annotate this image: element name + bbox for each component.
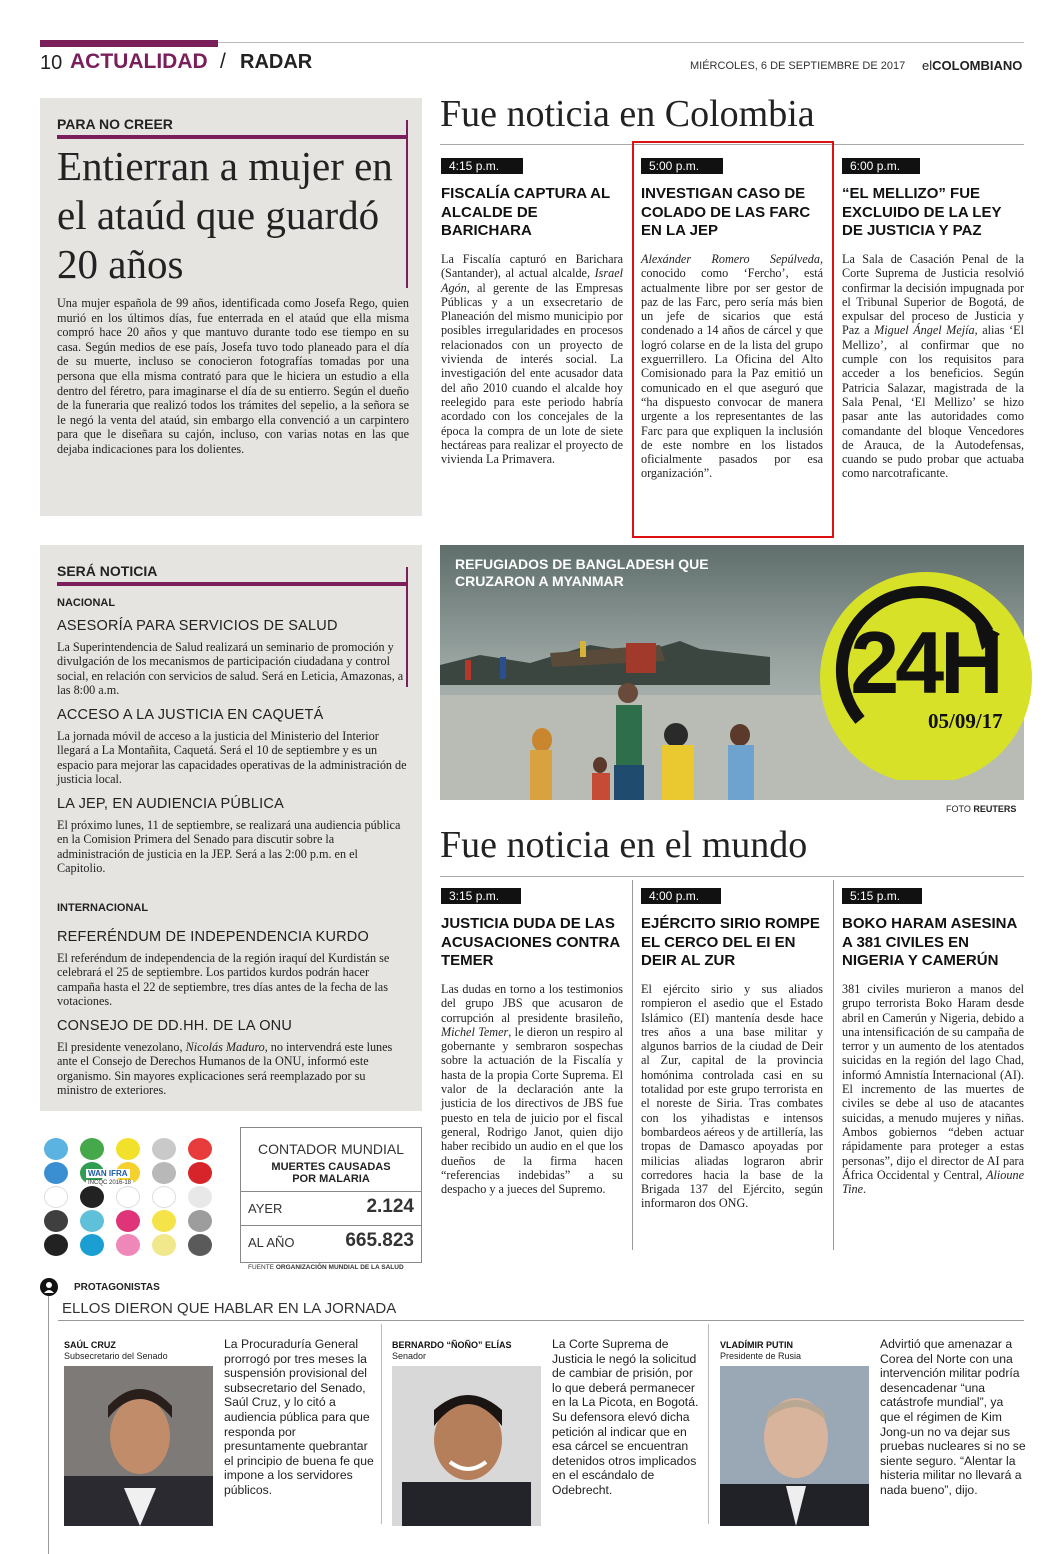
protagonistas-rule [58,1320,1024,1321]
internacional-body-1: El referéndum de independencia de la región iraquí del Kurdistán se celebrará el 25 de septiembre. Los partidos kurdos podrán hacer campaña hasta el 22 de septiembre, tres días antes de la fecha de las votaciones. [57,951,390,1008]
internacional-body-2 [57,1040,409,1097]
nacional-body-1: La Superintendencia de Salud realizará un seminario de promoción y divulgación de los mecanismos de participación ciudadana y control social, en relación con servicios de salud. Será en Leticia, Amazonas, a las 8:00 a.m. [57,640,404,697]
mundo-time-3: 5:15 p.m. [842,888,922,904]
colombia-time-1: 4:15 p.m. [441,158,523,174]
color-swatch [152,1210,176,1232]
internacional-body-2-b: Nicolás Maduro [185,1040,265,1054]
counter-title: CONTADOR MUNDIAL [258,1141,404,1157]
protagonista-text-1: La Procuraduría General prorrogó por tres meses la suspensión provisional del subsecretario del Senado, Saúl Cruz, y lo citó a audiencia pública para que responda por presuntamente quebrantar el principio de buena fe que impone a los servidores públicos. [224,1337,374,1497]
protagonistas-divider-2 [708,1324,709,1524]
protagonista-role-1: Subsecretario del Senado [64,1351,168,1361]
nacional-label: NACIONAL [57,597,116,609]
page-number: 10 [40,52,63,74]
color-swatch [188,1138,212,1160]
colombia-body-1 [441,252,623,466]
colombia-headline-3: “EL MELLIZO” FUE EXCLUIDO DE LA LEY DE JUSTICIA Y PAZ [842,185,1002,239]
nacional-body-3: El próximo lunes, 11 de septiembre, se realizará una audiencia pública en la Comision Primera del Senado para discutir sobre la administración de justicia en la JEP. Será a las 2:00 p.m. en el Capitolio. [57,818,401,875]
mundo-headline-2: EJÉRCITO SIRIO ROMPE EL CERCO DEL EI EN DEIR AL ZUR [641,915,820,969]
protagonista-name-2: BERNARDO “ÑOÑO” ELÍAS [392,1340,512,1350]
color-swatch [152,1162,176,1184]
colombia-body-3-a: La Sala de Casación Penal de la Corte Suprema de Justicia resolvió confirmar la decisión impugnada por el Tribunal Superior de Bogotá, de expulsar del proceso de Justicia y Paz a [842,252,1024,338]
color-swatch [188,1234,212,1256]
internacional-body-2-c: , no intervendrá este lunes ante el Consejo de Derechos Humanos de la ONU, informó este organismo. Sin mayores explicaciones será reemplazado por su ministro de exteriores. [57,1040,393,1097]
badge-24h-text: 24H [850,613,1000,712]
protagonistas-label: PROTAGONISTAS [74,1282,160,1293]
internacional-title-2: CONSEJO DE DD.HH. DE LA ONU [57,1018,293,1034]
colombia-time-3: 6:00 p.m. [842,158,920,174]
colombia-body-1-c: , al gerente de las Empresas Públicas y a un exsecretario de Planeación del mismo municipio por posibles irregularidades en procesos relacionados con un proyecto de vivienda de interés social. La investigación del ente acusador data del año 2010 cuando el alcalde hoy reelegido para este periodo habría acordado con los concejales de la época la compra de un lote de siete hectáreas para realizar el proyecto de vivienda La Primavera. [441,280,623,467]
mundo-col-divider-1 [632,880,633,1250]
mundo-heading: Fue noticia en el mundo [440,824,808,866]
section-slash: / [220,50,226,73]
protagonista-role-3: Presidente de Rusia [720,1351,802,1361]
person-icon [40,1278,58,1296]
color-swatch [80,1210,104,1232]
header-rule [218,42,1024,43]
protagonistas-vline [48,1296,49,1554]
counter-rule-2 [240,1225,422,1226]
color-swatch [80,1138,104,1160]
colombia-body-2-c: , conocido como ‘Fercho’, está actualmente libre por ser gestor de paz de las Farc, pero sería más bien un jefe de sicarios que está condenado a 14 años de cárcel y que logró colarse en de la lista del grupo exguerrillero. La Oficina del Alto Comisionado para la Paz emitió un comunicado en el que aseguró que “ha dispuesto convocar de manera urgente a los representantes de las Farc para que expliquen la inclusión de este nombre en los listados oficialmente pasados por esa organización”. [641,252,823,481]
color-swatch [188,1186,212,1208]
color-swatch [44,1186,68,1208]
brand-name: COLOMBIANO [932,58,1023,73]
photo-credit [946,804,1016,814]
badge-24h-date: 05/09/17 [928,709,1003,733]
mundo-body-1-c: , le dieron un respiro al gobernante y sembraron sospechas sobre la actuación de la Fiscalía y hasta de la propia Corte Suprema. El valor de la declaración ante la justicia de los directivos de JBS fue puesto en tela de juicio por el fiscal general, Rodrigo Janot, quien dijo haber recibido un audio en el que los dueños de la firma hacen “referencias indebidas” a su despacho y a jueces del Supremo. [441,1024,623,1197]
photo-credit-label: FOTO [946,804,971,814]
counter-subtitle: MUERTES CAUSADAS POR MALARIA [271,1161,391,1185]
wanifra-logo: WAN IFRA [88,1169,128,1178]
colombia-time-2: 5:00 p.m. [641,158,723,174]
internacional-label: INTERNACIONAL [57,902,149,914]
colombia-col-divider-1 [632,147,633,517]
newspaper-brand [922,58,1022,73]
protagonista-name-1: SAÚL CRUZ [64,1340,116,1350]
counter-row2-label: AL AÑO [248,1235,295,1250]
para-no-creer-label: PARA NO CREER [57,116,173,132]
mundo-headline-1: JUSTICIA DUDA DE LAS ACUSACIONES CONTRA TEMER [441,915,620,969]
wanifra-subtext: INCQC 2016-18 [88,1180,132,1186]
colombia-headline-2: INVESTIGAN CASO DE COLADO DE LAS FARC EN LA JEP [641,185,811,239]
mundo-rule [440,876,1024,877]
color-swatch [188,1162,212,1184]
protagonistas-divider-1 [381,1324,382,1524]
mundo-body-3 [842,982,1024,1196]
portrait-saul-cruz [64,1366,213,1526]
nacional-title-1: ASESORÍA PARA SERVICIOS DE SALUD [57,618,338,634]
color-swatch [116,1186,140,1208]
mundo-time-1: 3:15 p.m. [441,888,521,904]
mundo-body-1-a: Las dudas en torno a los testimonios del grupo JBS que acusaron de corrupción al presidente brasileño, [441,982,623,1025]
protagonista-role-2: Senador [392,1351,427,1361]
issue-date: MIÉRCOLES, 6 DE SEPTIEMBRE DE 2017 [690,60,906,72]
mundo-body-1 [441,982,623,1196]
color-swatch [152,1234,176,1256]
color-calibration-chart [44,1138,222,1256]
color-swatch [116,1138,140,1160]
color-swatch [80,1234,104,1256]
nacional-title-3: LA JEP, EN AUDIENCIA PÚBLICA [57,796,284,812]
colombia-heading: Fue noticia en Colombia [440,93,815,135]
color-swatch [116,1234,140,1256]
header-accent-bar [40,40,218,47]
mundo-body-3-a: 381 civiles murieron a manos del grupo terrorista Boko Haram desde abril en Camerún y Nigeria, debido a una intensificación de su campaña de terror y un aumento de los atentados suicidas en la región del lago Chad, informó Amnistía Internacional (AI). El incremento de las muertes de civiles se debe al uso de atacantes suicidas, a menudo mujeres y niñas. Ambos gobiernos “deben actuar rápidamente para proteger a estas personas”, dijo el director de AI para África Occidental y Central, [842,982,1024,1182]
counter-row1-label: AYER [248,1201,283,1216]
nacional-title-2: ACCESO A LA JUSTICIA EN CAQUETÁ [57,707,324,723]
nacional-body-2: La jornada móvil de acceso a la justicia del Ministerio del Interior llegará a La Montañita, Caquetá. Será el 10 de septiembre y es un espacio para mejorar las capacidades operativas de la administración de justicia local. [57,729,407,786]
color-swatch [44,1138,68,1160]
colombia-body-3-c: , alias ‘El Mellizo’, al confirmar que no cumple con los requisitos para acceder a los beneficios. Según Patricia Salazar, magistrada de la Sala Penal, ‘El Mellizo’ se hizo pasar ante las autoridades como comandante del bloque Vencedores de Arauca, de la Autodefensas, cuando se pudo probar que actuaba como narcotraficante. [842,323,1024,481]
colombia-body-1-a: La Fiscalía capturó en Barichara (Santander), al actual alcalde, [441,252,623,281]
color-swatch [44,1162,68,1184]
mundo-body-3-b: Alioune Tine [842,1167,1024,1197]
protagonista-text-3: Advirtió que amenazar a Corea del Norte con una intervención militar podría desencadenar “una catástrofe mundial”, ya que el régimen de Kim Jong-un no va dejar sus pruebas nucleares si no se siente seguro. “Alentar la histeria militar no llevará a nada bueno”, dijo. [880,1337,1026,1497]
color-swatch [116,1210,140,1232]
para-no-creer-body: Una mujer española de 99 años, identificada como Josefa Rego, quien murió en los últimos días, fue enterrada en el ataúd que ella misma compró hace 20 años y que mantuvo durante todo ese tiempo en su casa. Según medios de ese país, Josefa tuvo todo planeado para el día de su muerte, incluso se conocieron fotografías tomadas por una persona que ella misma contrató para que le hiciera un estudio a ella dentro del féretro, para imaginarse el día de su entierro. Según el dueño de la funeraria que realizó todos los trámites del sepelio, a la señora se le negó la venta del ataúd, sin embargo ella convenció a un carpintero para que le diseñara su cajón, incluso, con varias notas en las que dejaba indicaciones para los dolientes. [57,296,409,456]
para-no-creer-rule [57,135,407,139]
photo-credit-source: REUTERS [973,804,1017,814]
mundo-time-2: 4:00 p.m. [641,888,721,904]
counter-rule-1 [240,1191,422,1192]
mundo-body-3-c: . [863,1182,867,1197]
mundo-body-2 [641,982,823,1211]
brand-prefix: el [922,58,933,73]
colombia-col-divider-2 [833,147,834,517]
mundo-body-2-a: El ejército sirio y sus aliados rompieron el asedio que el Estado Islámico (EI) mantenía desde hace tres años a una base militar y algunos barrios de la ciudad de Deir al Zur, capital de la provincia homónima controlada casi en su totalidad por este grupo terrorista en el noreste de Siria. Tras combates con los yihadistas e intensos bombardeos aéreos y de artillería, las tropas de Damasco apoyadas por milicias aliadas lograron abrir corredores hacia la base de la Brigada 137 del Ejército, según informaron dos ONG. [641,982,823,1211]
colombia-body-2-b: Alexánder Romero Sepúlveda [641,252,820,266]
counter-row1-value: 2.124 [366,1196,414,1217]
colombia-body-2 [641,252,823,481]
colombia-body-3-b: Miguel Ángel Mejía [874,323,975,338]
mundo-headline-3: BOKO HARAM ASESINA A 381 CIVILES EN NIGERIA Y CAMERÚN [842,915,1017,969]
portrait-vladimir-putin [720,1366,869,1526]
counter-row2-value: 665.823 [345,1230,414,1251]
colombia-body-3 [842,252,1024,481]
internacional-title-1: REFERÉNDUM DE INDEPENDENCIA KURDO [57,929,369,945]
subsection-name: RADAR [240,51,313,73]
color-swatch [152,1138,176,1160]
protagonista-text-2: La Corte Suprema de Justicia le negó la solicitud de cambiar de prisión, por lo que deberá permanecer en la La Picota, en Bogotá. Su defensora elevó dicha petición al indicar que en esa cárcel se encuentran detenidos otros implicados en el escándalo de Odebrecht. [552,1337,699,1497]
counter-source-name: ORGANIZACIÓN MUNDIAL DE LA SALUD [275,1264,404,1271]
portrait-bernardo-elias [392,1366,541,1526]
color-swatch [80,1186,104,1208]
colombia-body-1-b: Israel Agón [441,266,623,295]
color-swatch [188,1210,212,1232]
colombia-rule [440,144,1024,145]
mundo-col-divider-2 [833,880,834,1250]
color-swatch [152,1186,176,1208]
color-swatch [44,1210,68,1232]
counter-source [248,1264,404,1271]
mundo-body-1-b: Michel Temer [441,1024,509,1039]
color-swatch [44,1234,68,1256]
sera-noticia-label: SERÁ NOTICIA [57,563,158,579]
internacional-body-2-a: El presidente venezolano, [57,1040,186,1054]
protagonista-name-3: VLADÍMIR PUTIN [720,1340,793,1350]
counter-source-label: FUENTE [248,1264,274,1271]
para-no-creer-title: Entierran a mujer en el ataúd que guardó 20 años [57,143,393,287]
photo-caption: REFUGIADOS DE BANGLADESH QUE CRUZARON A MYANMAR [455,556,709,589]
protagonistas-subtitle: ELLOS DIERON QUE HABLAR EN LA JORNADA [62,1300,397,1317]
sera-noticia-rule [57,582,407,586]
section-name: ACTUALIDAD [70,50,208,73]
colombia-headline-1: FISCALÍA CAPTURA AL ALCALDE DE BARICHARA [441,185,610,239]
